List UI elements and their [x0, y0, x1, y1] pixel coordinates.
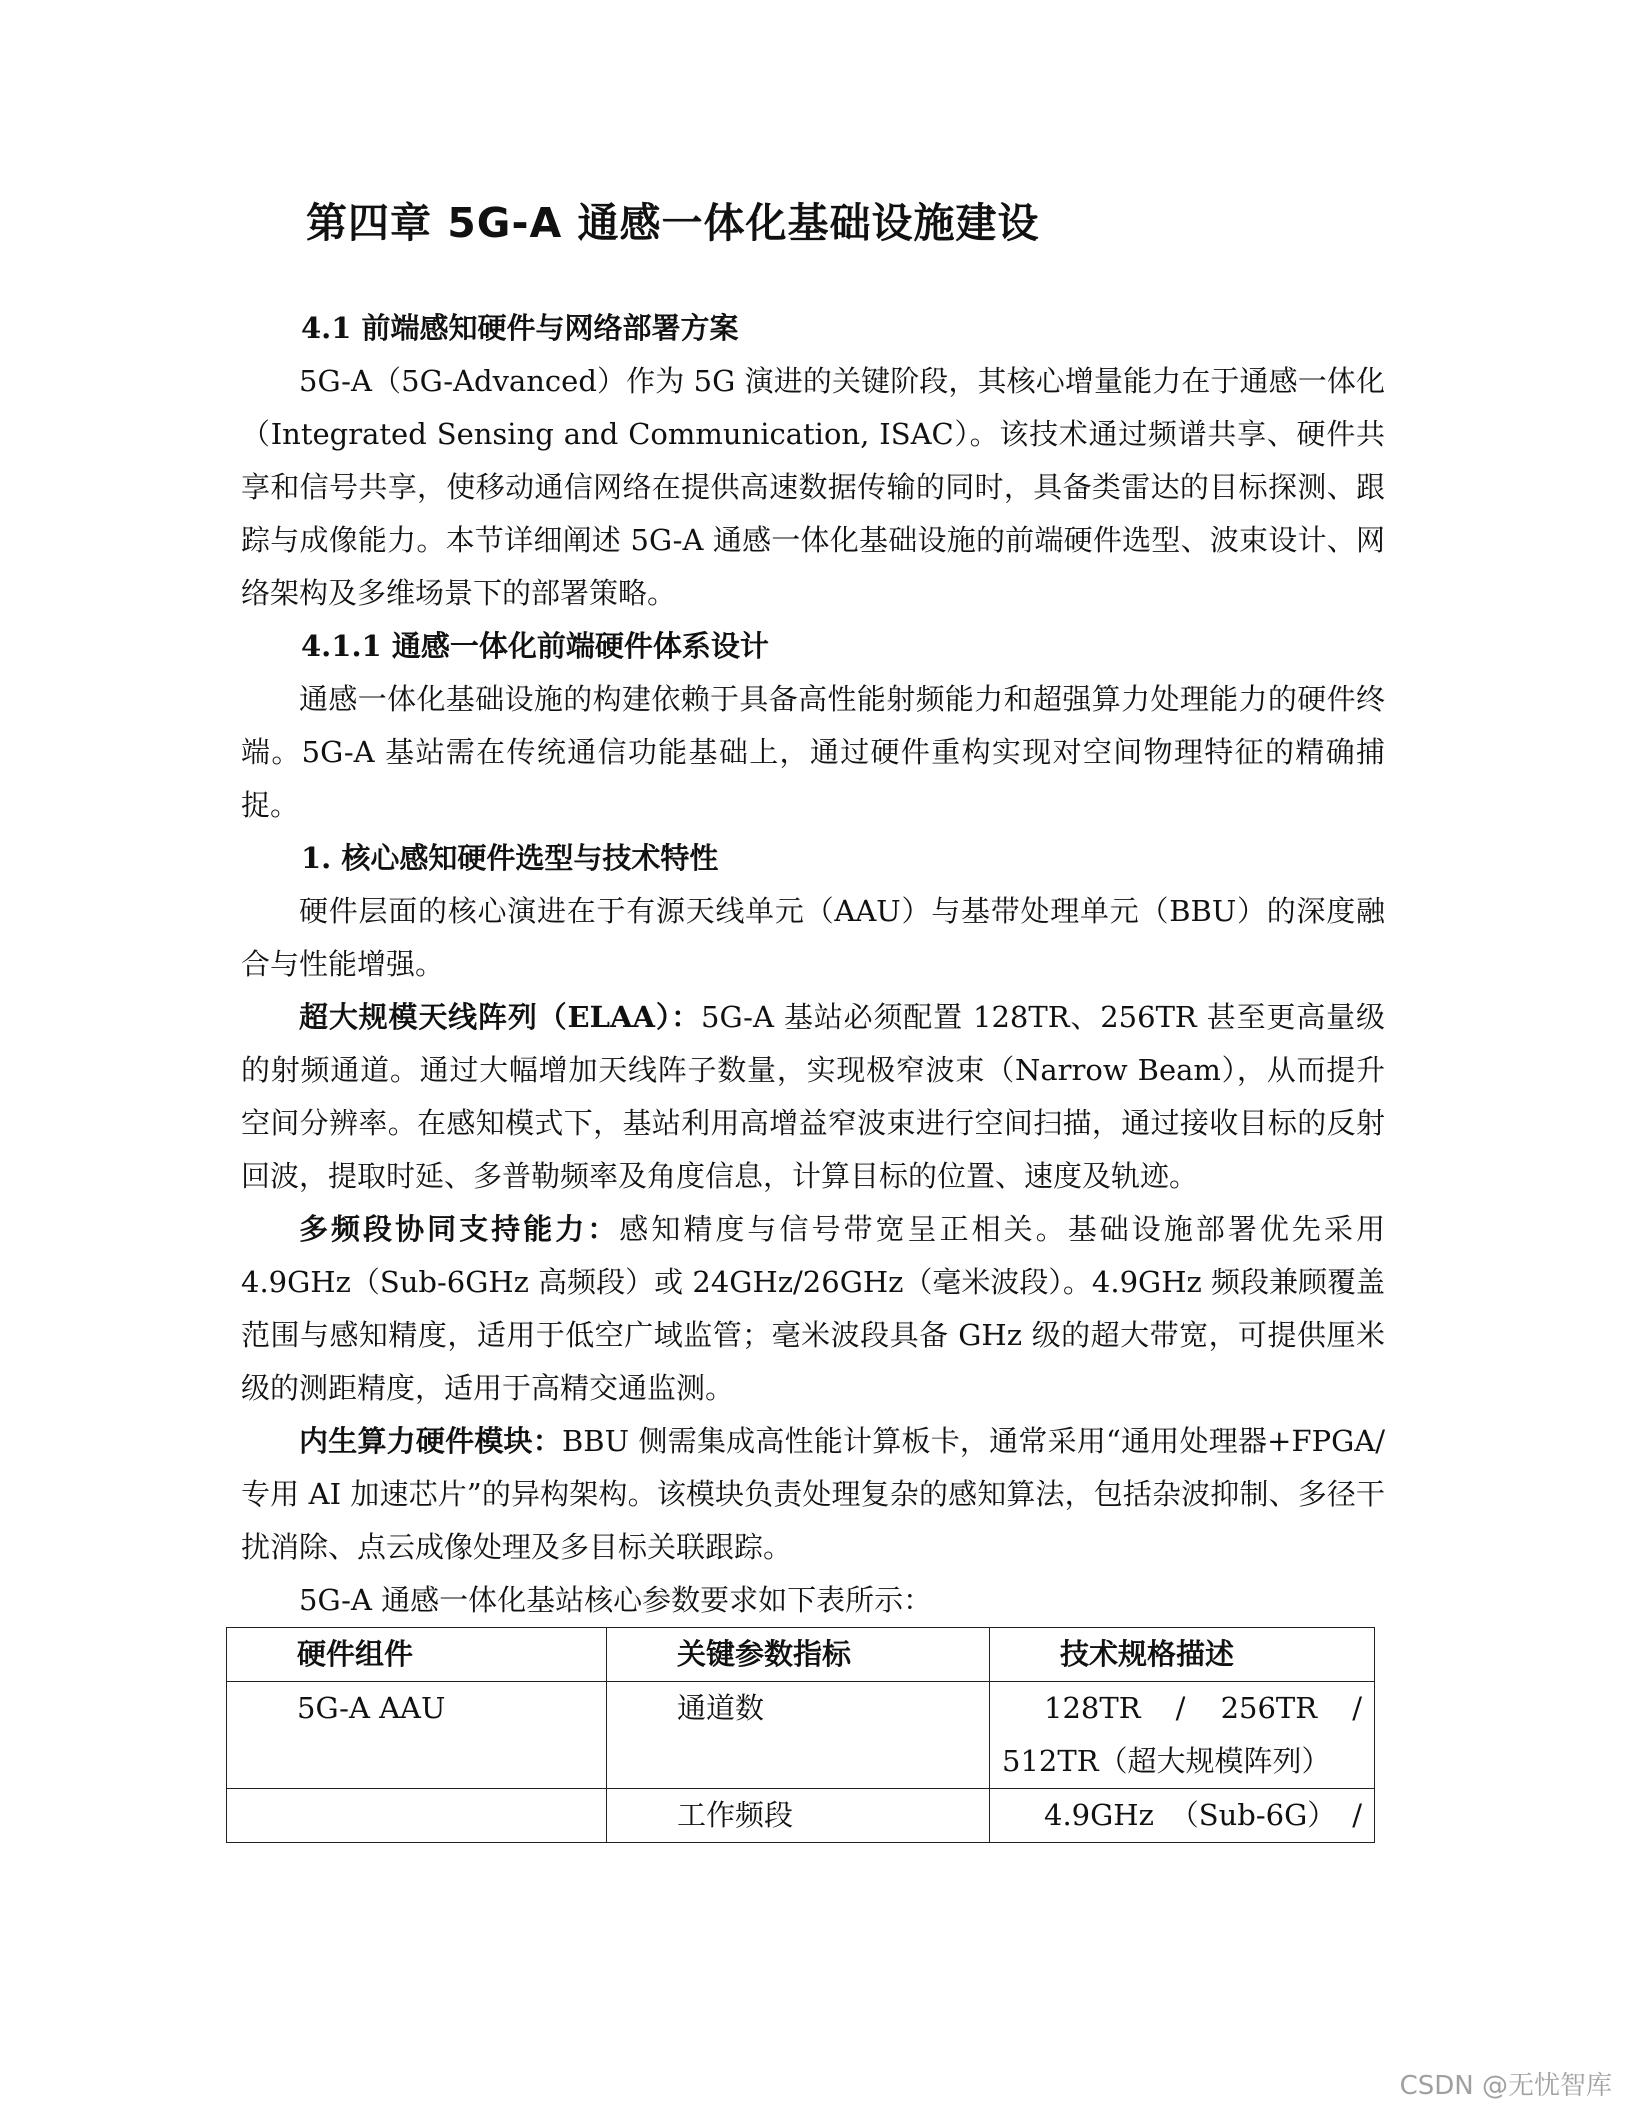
compute-paragraph — [241, 1415, 1385, 1574]
compute-text: BBU 侧需集成高性能计算板卡，通常采用“通用处理器+FPGA/专用 AI 加速芯片”的异构架构。该模块负责处理复杂的感知算法，包括杂波抑制、多径干扰消除、点云成像处理及多目标关联跟踪。 — [241, 1424, 1385, 1564]
multiband-text: 感知精度与信号带宽呈正相关。基础设施部署优先采用 4.9GHz（Sub-6GHz 高频段）或 24GHz/26GHz（毫米波段）。4.9GHz 频段兼顾覆盖范围与感知精度，适用于低空广域监管；毫米波段具备 GHz 级的超大带宽，可提供厘米级的测距精度，适用于高精交通监测。 — [241, 1212, 1385, 1405]
section-heading-4-1: 4.1 前端感知硬件与网络部署方案 — [301, 311, 739, 345]
compute-label: 内生算力硬件模块： — [299, 1424, 562, 1458]
table-row — [227, 1789, 1375, 1843]
spec-line-1 — [1002, 1789, 1362, 1842]
table-caption: 5G-A 通感一体化基站核心参数要求如下表所示： — [299, 1583, 933, 1617]
chapter-title: 第四章 5G-A 通感一体化基础设施建设 — [306, 199, 1040, 247]
elaa-paragraph — [241, 991, 1385, 1203]
elaa-label: 超大规模天线阵列（ELAA）： — [299, 1000, 702, 1034]
spec-value: 128TR — [1044, 1691, 1141, 1725]
spec-value: 4.9GHz — [1044, 1798, 1154, 1832]
watermark: CSDN @无忧智库 — [1399, 2071, 1612, 2101]
section-4-1-1-intro-paragraph: 通感一体化基础设施的构建依赖于具备高性能射频能力和超强算力处理能力的硬件终端。5G-A 基站需在传统通信功能基础上，通过硬件重构实现对空间物理特征的精确捕捉。 — [241, 682, 1385, 822]
multiband-paragraph — [241, 1203, 1385, 1415]
table-header-cell: 技术规格描述 — [990, 1628, 1375, 1682]
table-cell-parameter: 工作频段 — [607, 1789, 990, 1843]
table-cell-spec — [990, 1682, 1375, 1789]
table-cell-component: 5G-A AAU — [227, 1682, 607, 1789]
elaa-text: 5G-A 基站必须配置 128TR、256TR 甚至更高量级的射频通道。通过大幅增加天线阵子数量，实现极窄波束（Narrow Beam），从而提升空间分辨率。在感知模式下，基站利用高增益窄波束进行空间扫描，通过接收目标的反射回波，提取时延、多普勒频率及角度信息，计算目标的位置、速度及轨迹。 — [241, 1000, 1385, 1193]
document-body — [241, 302, 1385, 1843]
spec-value: 256TR — [1220, 1691, 1318, 1725]
spec-table — [226, 1627, 1375, 1843]
spec-value: （Sub-6G） — [1169, 1798, 1337, 1832]
table-header-cell: 硬件组件 — [227, 1628, 607, 1682]
spec-separator: / — [1175, 1691, 1186, 1725]
table-cell-spec — [990, 1789, 1375, 1843]
table-cell-component — [227, 1789, 607, 1843]
subsection-1-intro-paragraph: 硬件层面的核心演进在于有源天线单元（AAU）与基带处理单元（BBU）的深度融合与性能增强。 — [241, 894, 1385, 981]
spec-separator: / — [1352, 1691, 1362, 1725]
spec-separator: / — [1352, 1798, 1362, 1832]
section-heading-4-1-1: 4.1.1 通感一体化前端硬件体系设计 — [301, 629, 769, 663]
table-header-cell: 关键参数指标 — [607, 1628, 990, 1682]
spec-line-2: 512TR（超大规模阵列） — [1002, 1744, 1331, 1778]
table-row — [227, 1682, 1375, 1789]
section-4-1-intro-paragraph: 5G-A（5G-Advanced）作为 5G 演进的关键阶段，其核心增量能力在于通感一体化（Integrated Sensing and Communication, ISAC）。该技术通过频谱共享、硬件共享和信号共享，使移动通信网络在提供高速数据传输的同时，具备类雷达的目标探测、跟踪与成像能力。本节详细阐述 5G-A 通感一体化基础设施的前端硬件选型、波束设计、网络架构及多维场景下的部署策略。 — [241, 364, 1385, 610]
table-cell-parameter: 通道数 — [607, 1682, 990, 1789]
table-header-row — [227, 1628, 1375, 1682]
subsection-heading-1: 1. 核心感知硬件选型与技术特性 — [301, 841, 719, 875]
spec-line-1 — [1002, 1682, 1362, 1735]
multiband-label: 多频段协同支持能力： — [299, 1212, 620, 1246]
